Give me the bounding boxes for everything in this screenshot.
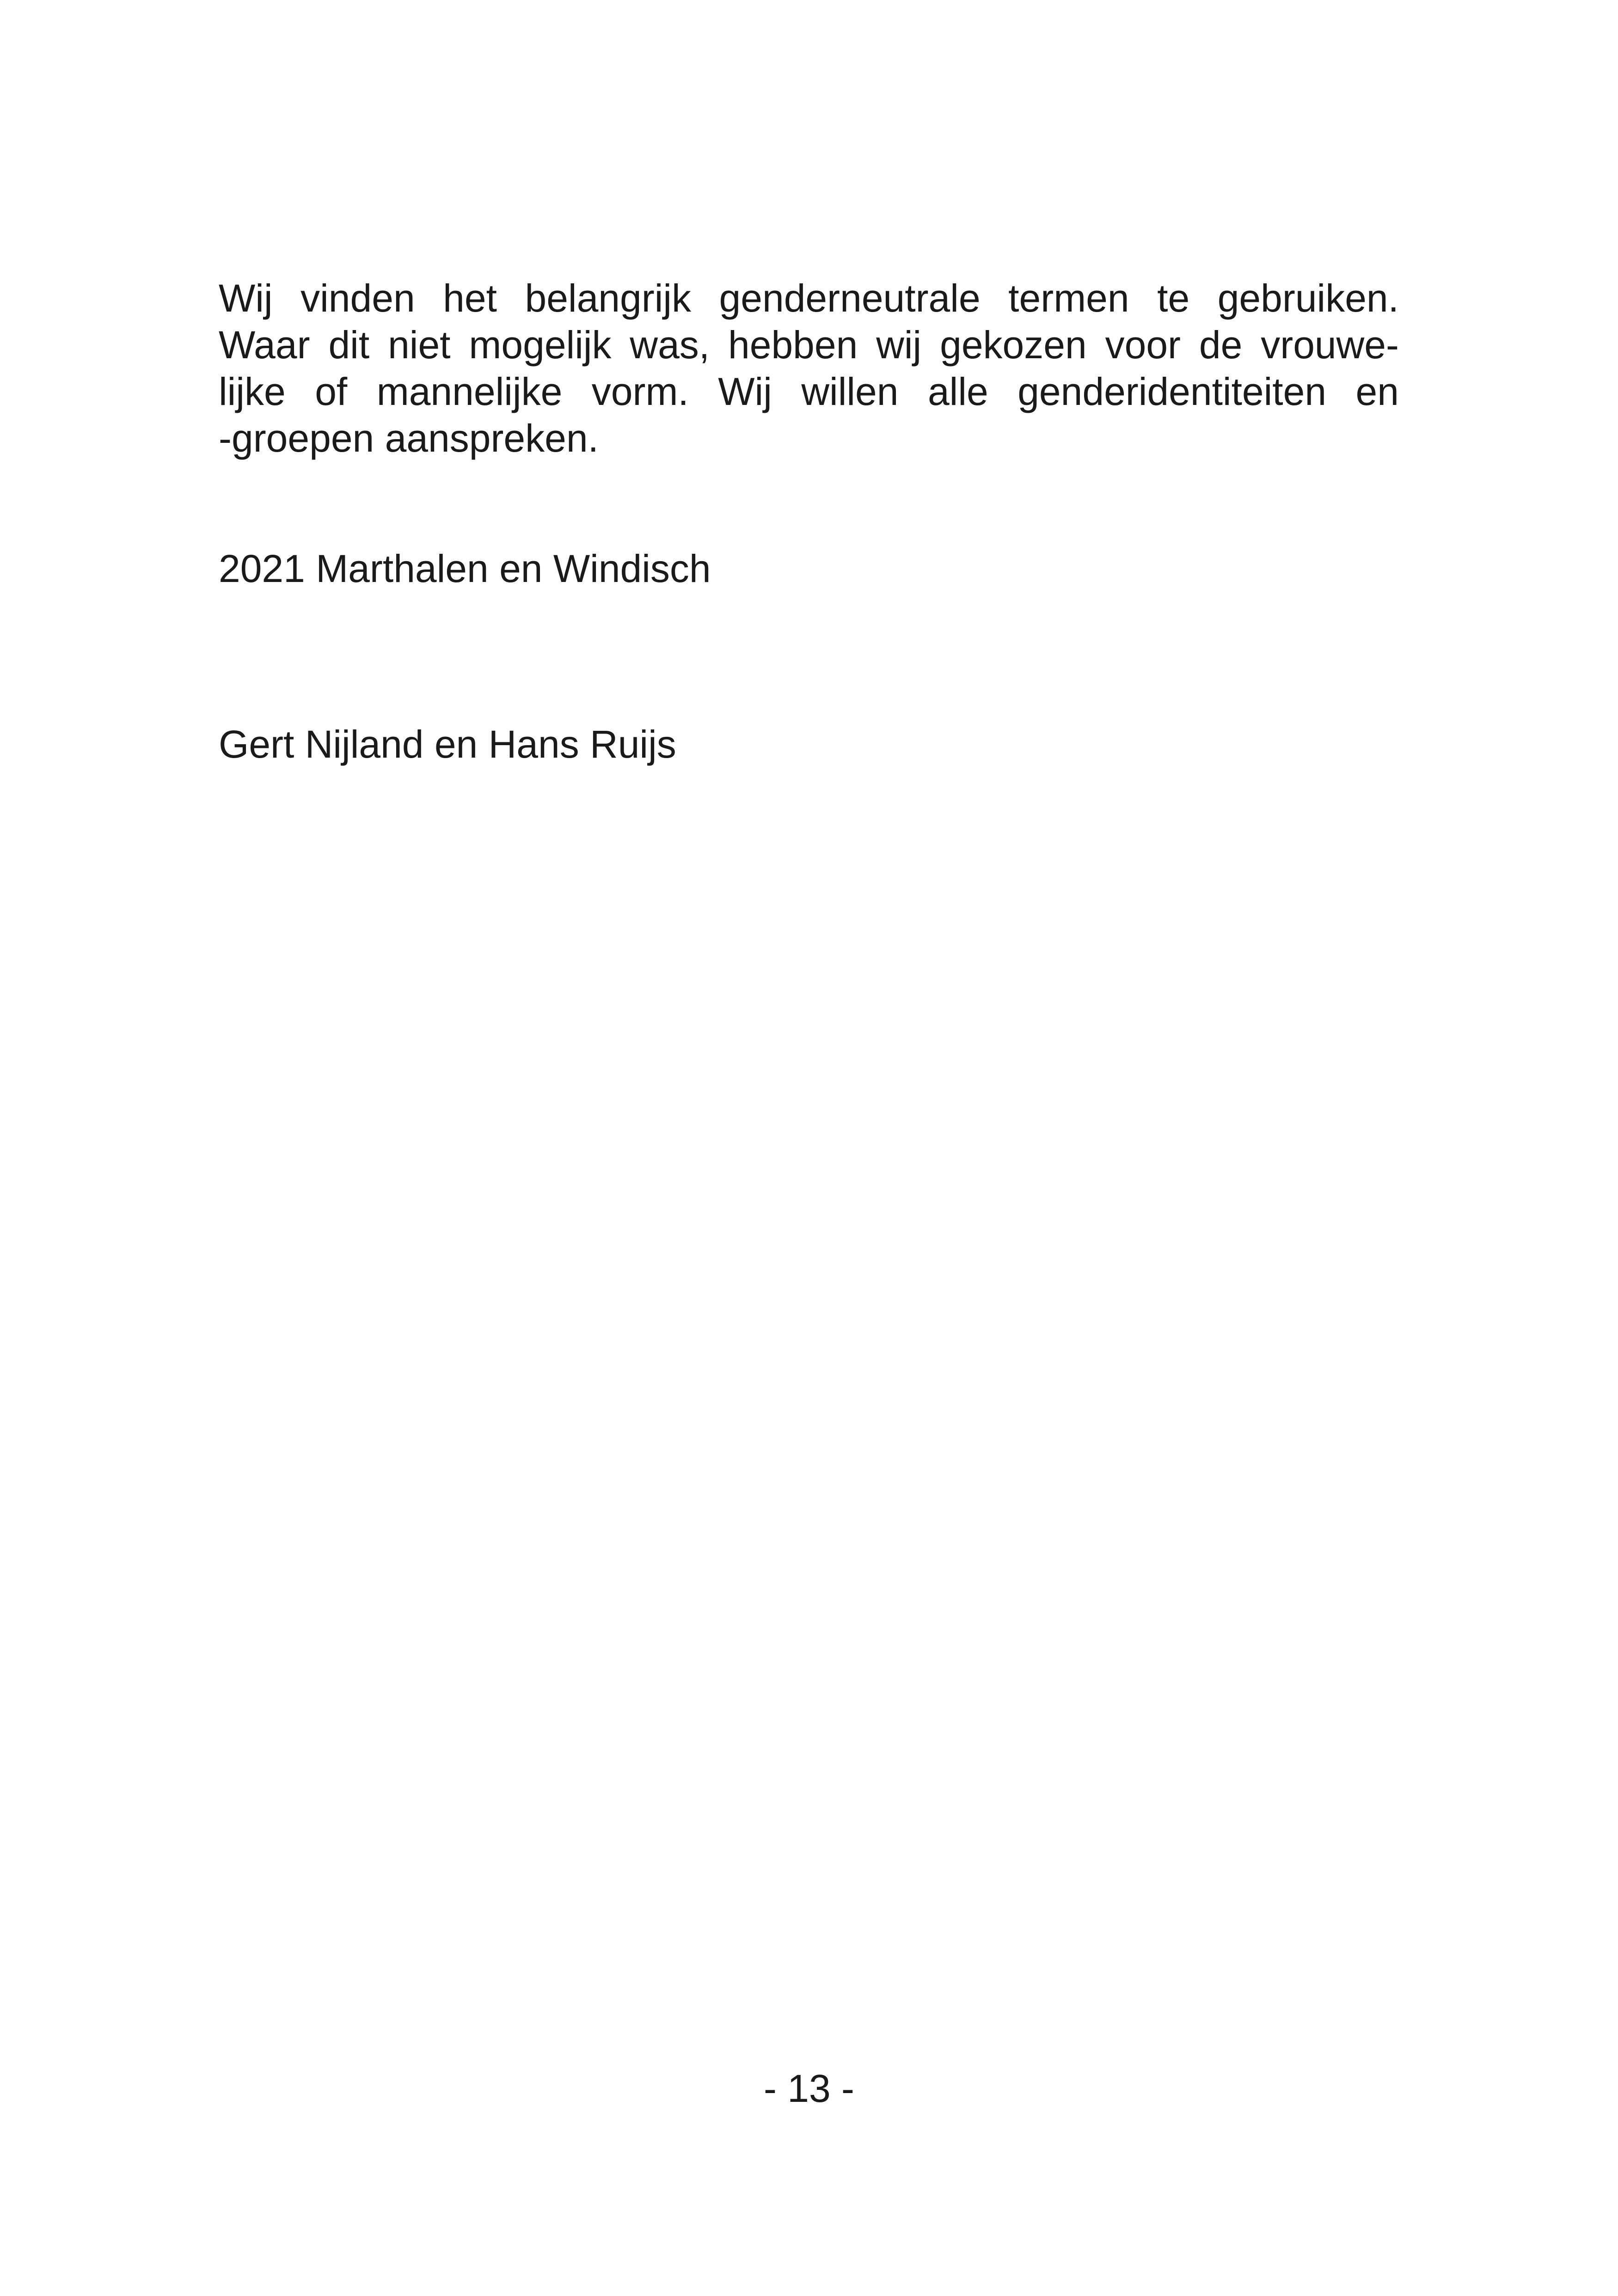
- paragraph-line: Wij vinden het belangrijk genderneutrale termen te gebruiken.: [219, 276, 1399, 320]
- paragraph-line: lijke of mannelijke vorm. Wij willen alle genderidentiteiten en: [219, 370, 1399, 413]
- place-year-line: 2021 Marthalen en Windisch: [219, 547, 711, 590]
- authors-line: Gert Nijland en Hans Ruijs: [219, 722, 676, 766]
- gender-statement-paragraph: [219, 275, 1399, 462]
- page-number: - 13 -: [763, 2067, 855, 2110]
- paragraph-line: Waar dit niet mogelijk was, hebben wij gekozen voor de vrouwe-: [219, 323, 1399, 367]
- paragraph-line: -groepen aanspreken.: [219, 416, 599, 460]
